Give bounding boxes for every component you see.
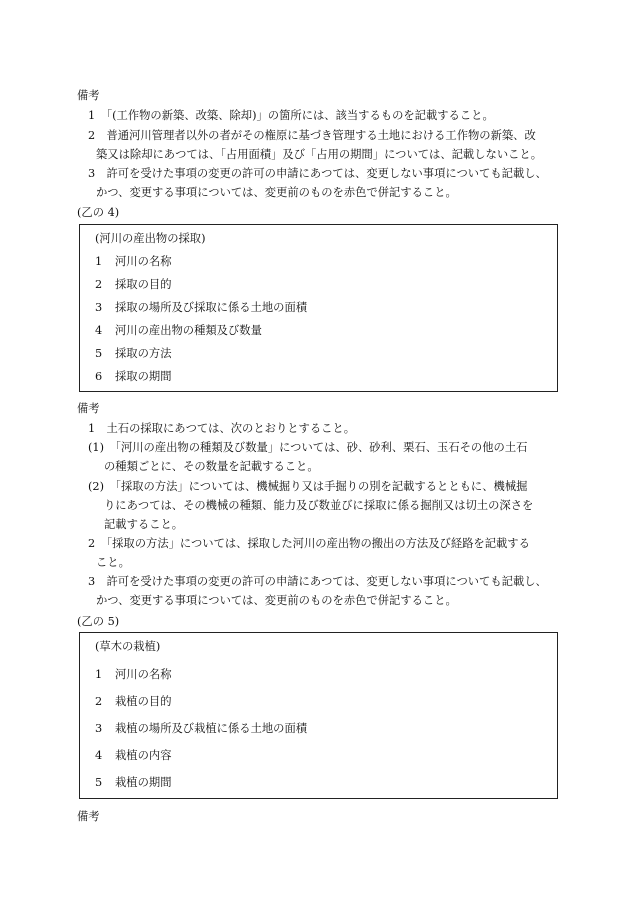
form-label: (乙の 4) <box>77 206 120 219</box>
notes-heading: 備考 <box>77 402 100 415</box>
note-line: (2) 「採取の方法」については、機械掘り又は手掘りの別を記載するとともに、機械掘 <box>88 480 528 493</box>
notes-heading: 備考 <box>77 810 100 823</box>
note-line: かつ、変更する事項については、変更前のものを赤色で併記すること。 <box>96 594 457 607</box>
note-line: 2 「採取の方法」については、採取した河川の産出物の搬出の方法及び経路を記載する <box>88 537 530 550</box>
form-title: (河川の産出物の採取) <box>95 232 206 245</box>
form-item: 4 栽植の内容 <box>95 749 172 762</box>
form-item: 2 採取の目的 <box>95 278 172 291</box>
form-item: 1 河川の名称 <box>95 668 172 681</box>
note-line: りにあつては、その機械の種類、能力及び数並びに採取に係る掘削又は切土の深さを <box>104 499 534 512</box>
form-box-collection <box>79 224 558 392</box>
form-item: 3 栽植の場所及び栽植に係る土地の面積 <box>95 722 308 735</box>
note-line: 築又は除却にあつては、「占用面積」及び「占用の期間」については、記載しないこと。 <box>96 148 543 161</box>
form-item: 5 栽植の期間 <box>95 776 172 789</box>
form-item: 4 河川の産出物の種類及び数量 <box>95 324 262 337</box>
form-item: 1 河川の名称 <box>95 255 172 268</box>
note-line: こと。 <box>96 556 130 569</box>
note-line: 3 許可を受けた事項の変更の許可の申請にあつては、変更しない事項についても記載し、 <box>88 167 547 180</box>
note-line: 1 土石の採取にあつては、次のとおりとすること。 <box>88 422 356 435</box>
form-label: (乙の 5) <box>77 615 120 628</box>
form-item: 5 採取の方法 <box>95 347 172 360</box>
note-line: 2 普通河川管理者以外の者がその権原に基づき管理する土地における工作物の新築、改 <box>88 129 536 142</box>
form-item: 3 採取の場所及び採取に係る土地の面積 <box>95 301 308 314</box>
note-line: 1 「(工作物の新築、改築、除却)」の箇所には、該当するものを記載すること。 <box>88 109 494 122</box>
note-line: 記載すること。 <box>104 518 184 531</box>
note-line: かつ、変更する事項については、変更前のものを赤色で併記すること。 <box>96 186 457 199</box>
note-line: (1) 「河川の産出物の種類及び数量」については、砂、砂利、栗石、玉石その他の土石 <box>88 441 528 454</box>
form-box-planting <box>79 632 558 799</box>
notes-heading: 備考 <box>77 89 100 102</box>
form-item: 6 採取の期間 <box>95 370 172 383</box>
form-title: (草木の栽植) <box>95 640 161 653</box>
note-line: の種類ごとに、その数量を記載すること。 <box>104 460 319 473</box>
form-item: 2 栽植の目的 <box>95 695 172 708</box>
note-line: 3 許可を受けた事項の変更の許可の申請にあつては、変更しない事項についても記載し、 <box>88 575 547 588</box>
